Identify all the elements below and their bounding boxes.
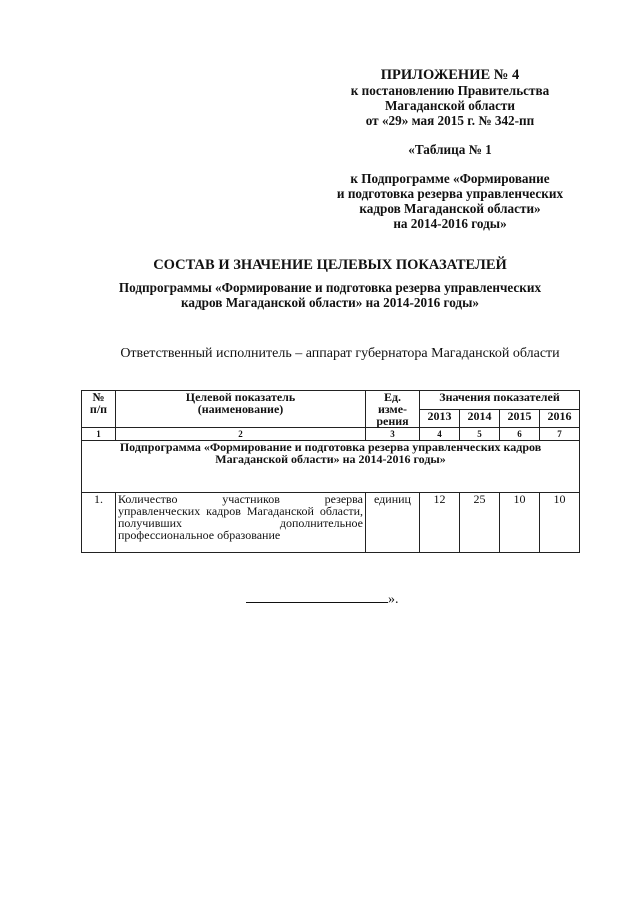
column-number: 3: [366, 428, 420, 441]
table-ref-line: к Подпрограмме «Формирование: [350, 171, 550, 186]
row-value-2013: 12: [420, 493, 460, 553]
column-number: 2: [116, 428, 366, 441]
column-numbers-row: [82, 428, 580, 441]
column-number: 7: [540, 428, 580, 441]
table-header-row: [82, 391, 580, 410]
header-indicator-line: Целевой показатель: [185, 390, 296, 404]
column-number: 1: [82, 428, 116, 441]
table-ref-title: «Таблица № 1: [408, 142, 492, 157]
document-title: СОСТАВ И ЗНАЧЕНИЕ ЦЕЛЕВЫХ ПОКАЗАТЕЛЕЙ: [153, 257, 507, 273]
appendix-ref-date: от «29» мая 2015 г. № 342-пп: [365, 113, 535, 128]
subprogram-line: Подпрограмма «Формирование и подготовка резерва управленческих кадров: [119, 440, 542, 454]
indicators-table: [81, 390, 580, 553]
subtitle-line: Подпрограммы «Формирование и подготовка резерва управленческих: [118, 280, 542, 295]
header-indicator: [116, 391, 366, 428]
closing-mark: [246, 590, 399, 608]
header-unit-line: рения: [376, 414, 409, 428]
subprogram-row: [82, 441, 580, 493]
appendix-ref-line: Магаданской области: [384, 98, 516, 113]
header-unit-line: Ед.: [383, 390, 402, 404]
header-indicator-line: (наименование): [197, 402, 284, 416]
table-ref-line: на 2014-2016 годы»: [393, 216, 507, 231]
header-number-label: п/п: [89, 402, 108, 416]
appendix-title: ПРИЛОЖЕНИЕ № 4: [380, 67, 520, 83]
table-ref-line: кадров Магаданской области»: [359, 201, 541, 216]
appendix-ref-line: к постановлению Правительства: [350, 83, 550, 98]
subtitle-line: кадров Магаданской области» на 2014-2016 годы»: [181, 295, 479, 310]
document-heading: [60, 257, 600, 310]
column-number: 5: [460, 428, 500, 441]
appendix-header: [300, 68, 600, 231]
header-number-symbol: №: [92, 390, 105, 404]
row-value-2015: 10: [500, 493, 540, 553]
header-unit: [366, 391, 420, 428]
header-year: 2013: [420, 409, 460, 428]
header-year: 2015: [500, 409, 540, 428]
row-indicator: Количество участников резерва управленческих кадров Магаданской области, получивших дополнительное профессиональное образование: [116, 493, 366, 553]
closing-underline: [246, 590, 388, 603]
subprogram-title: [82, 441, 580, 493]
row-unit: единиц: [366, 493, 420, 553]
column-number: 4: [420, 428, 460, 441]
row-number: 1.: [82, 493, 116, 553]
header-year: 2016: [540, 409, 580, 428]
header-number: [82, 391, 116, 428]
column-number: 6: [500, 428, 540, 441]
header-year: 2014: [460, 409, 500, 428]
table-row: [82, 493, 580, 553]
responsible-executor: Ответственный исполнитель – аппарат губернатора Магаданской области: [120, 346, 560, 361]
row-value-2016: 10: [540, 493, 580, 553]
closing-quote: ».: [388, 592, 399, 607]
header-unit-line: изме-: [377, 402, 408, 416]
row-value-2014: 25: [460, 493, 500, 553]
subprogram-line: Магаданской области» на 2014-2016 годы»: [215, 452, 446, 466]
document-subtitle: [60, 280, 600, 310]
table-ref-line: и подготовка резерва управленческих: [336, 186, 564, 201]
header-values: Значения показателей: [420, 391, 580, 410]
